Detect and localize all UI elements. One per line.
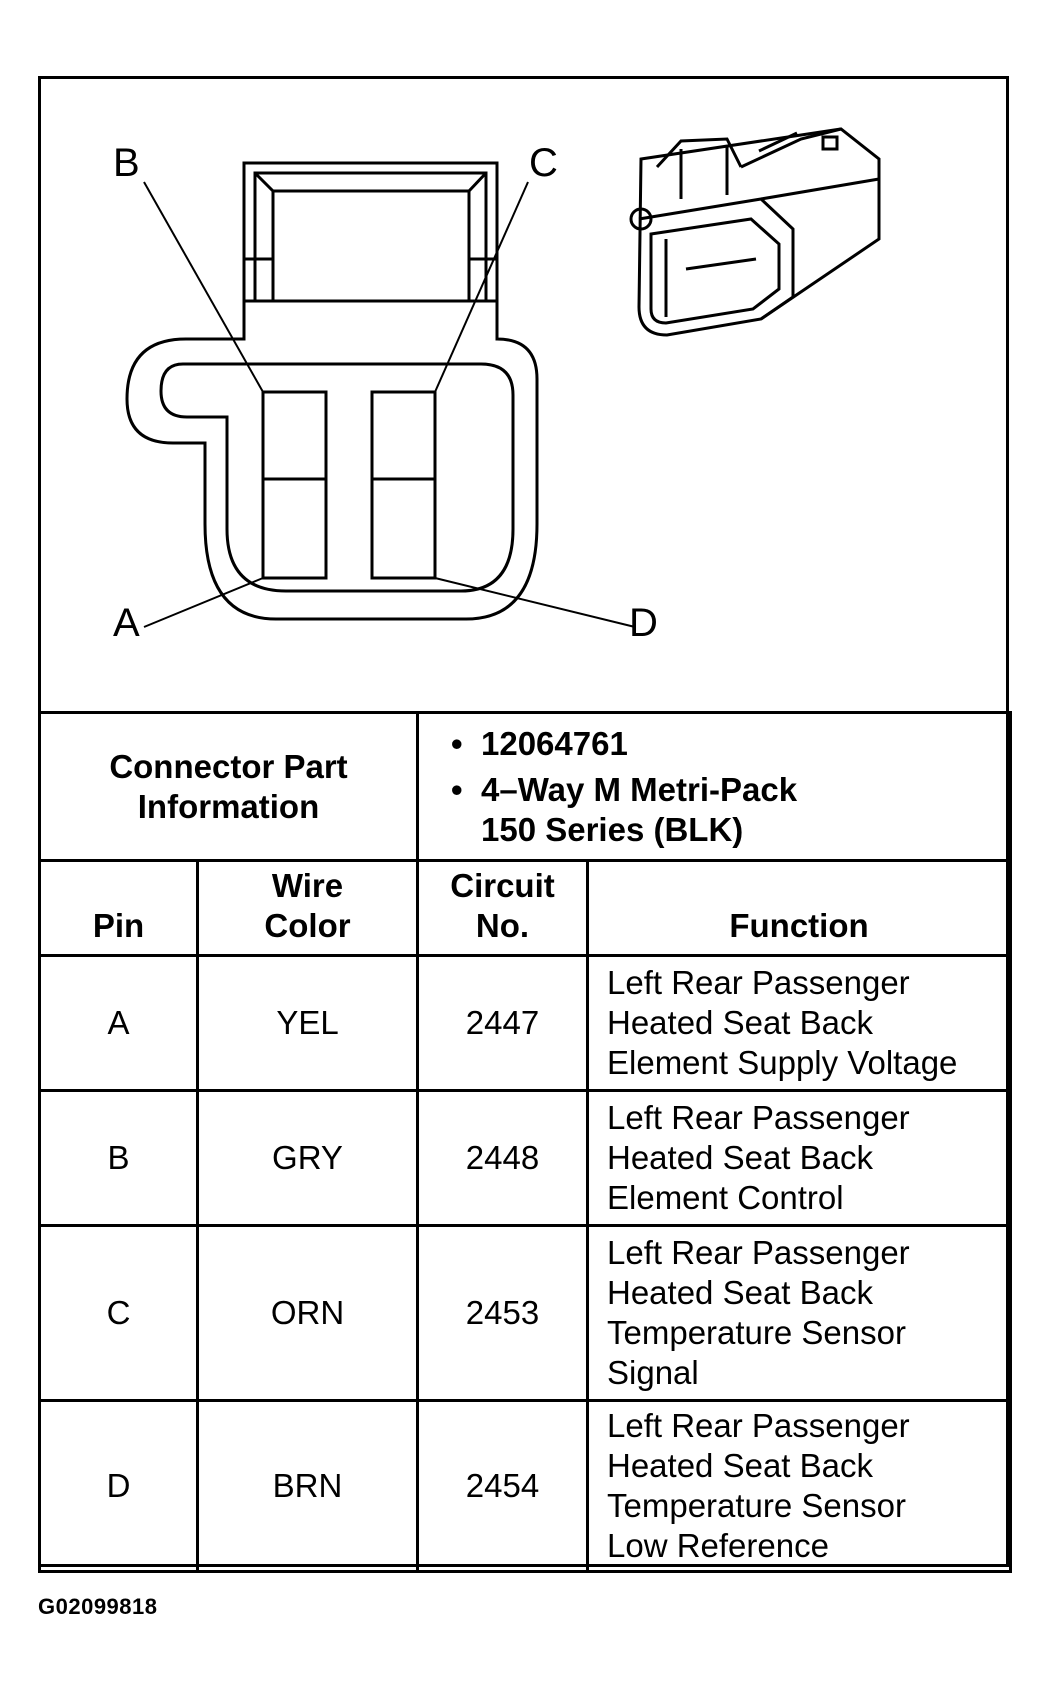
connector-face-view xyxy=(41,79,1006,709)
function-cell: Left Rear Passenger Heated Seat Back Temperature Sensor Signal xyxy=(588,1226,1011,1401)
function-cell: Left Rear Passenger Heated Seat Back Temperature Sensor Low Reference xyxy=(588,1401,1011,1572)
wire-color-cell: YEL xyxy=(198,956,418,1091)
pin-leader-lines xyxy=(144,182,635,627)
function-cell: Left Rear Passenger Heated Seat Back Element Control xyxy=(588,1091,1011,1226)
header-wire-color: Wire Color xyxy=(198,861,418,956)
wire-color-cell: BRN xyxy=(198,1401,418,1572)
header-circuit-no: Circuit No. xyxy=(418,861,588,956)
pin-label-c: C xyxy=(529,141,558,185)
connector-drawing xyxy=(41,79,1006,709)
table-row xyxy=(40,956,1011,1091)
table-row xyxy=(40,1401,1011,1572)
connector-housing-outline xyxy=(127,301,537,619)
pin-table xyxy=(38,711,1012,1573)
connector-info-values xyxy=(418,713,1011,861)
wire-color-cell: GRY xyxy=(198,1091,418,1226)
header-function: Function xyxy=(588,861,1011,956)
diagram-frame xyxy=(38,76,1009,1567)
header-pin: Pin xyxy=(40,861,198,956)
circuit-cell: 2447 xyxy=(418,956,588,1091)
circuit-cell: 2454 xyxy=(418,1401,588,1572)
pin-cell: C xyxy=(40,1226,198,1401)
connector-part-number: • 12064761 xyxy=(481,724,1009,764)
function-cell: Left Rear Passenger Heated Seat Back Element Supply Voltage xyxy=(588,956,1011,1091)
figure-id: G02099818 xyxy=(38,1594,158,1619)
circuit-cell: 2453 xyxy=(418,1226,588,1401)
table-header-row xyxy=(40,861,1011,956)
pin-cell: D xyxy=(40,1401,198,1572)
pin-cell: B xyxy=(40,1091,198,1226)
connector-latch xyxy=(244,163,497,301)
connector-info-label: Connector Part Information xyxy=(40,713,418,861)
pin-cell: A xyxy=(40,956,198,1091)
pin-label-d: D xyxy=(629,601,658,645)
connector-housing-inner xyxy=(161,364,513,591)
connector-3d-view xyxy=(631,129,879,335)
table-row xyxy=(40,1226,1011,1401)
wire-color-cell: ORN xyxy=(198,1226,418,1401)
table-row xyxy=(40,1091,1011,1226)
pin-cavities xyxy=(263,392,435,578)
pin-label-a: A xyxy=(113,601,140,645)
connector-info-row xyxy=(40,713,1011,861)
circuit-cell: 2448 xyxy=(418,1091,588,1226)
connector-type: • 4–Way M Metri-Pack 150 Series (BLK) xyxy=(481,770,1009,850)
pin-label-b: B xyxy=(113,141,140,185)
